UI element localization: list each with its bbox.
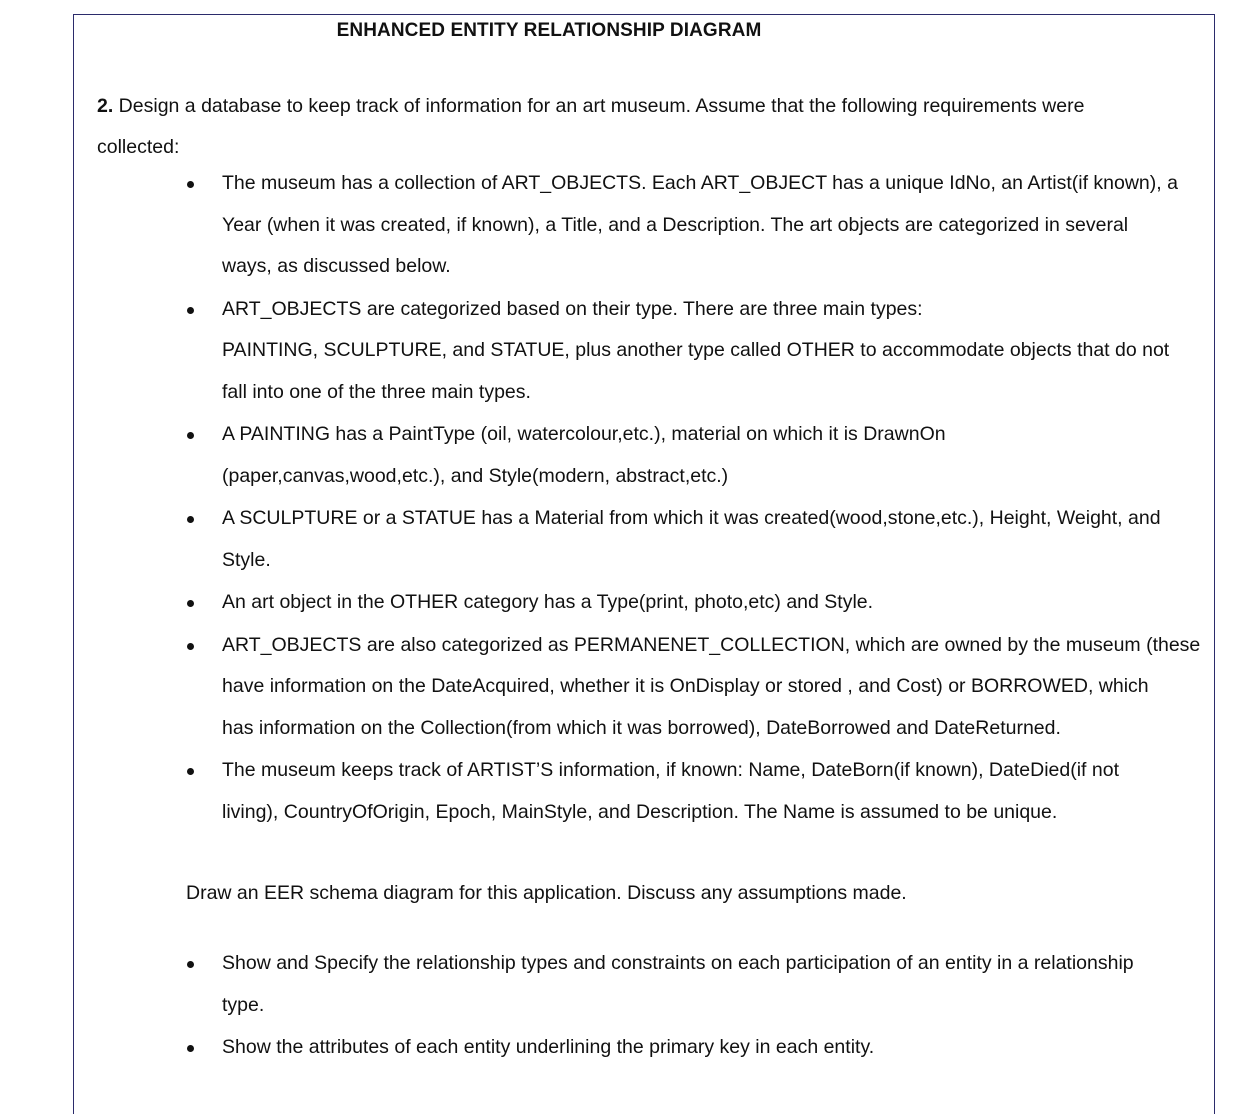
requirements-list [74,163,1216,834]
bullet-icon [187,643,194,650]
tasks-list [74,943,1216,1070]
list-item-line: PAINTING, SCULPTURE, and STATUE, plus another type called OTHER to accommodate objects that do not [222,339,1170,361]
list-item-line: Year (when it was created, if known), a Title, and a Description. The art objects are categorized in several [222,213,1129,236]
list-item [74,289,1216,414]
list-item-line: fall into one of the three main types. [222,380,531,403]
question-text-continued: collected: [97,136,180,158]
list-item-line: (paper,canvas,wood,etc.), and Style(modern, abstract,etc.) [222,464,729,487]
bullet-icon [187,516,194,523]
list-item [74,750,1216,833]
list-item [74,414,1216,497]
list-item [74,498,1216,581]
question-intro [97,86,1197,168]
list-item-line: has information on the Collection(from which it was borrowed), DateBorrowed and DateReturned. [222,716,1061,739]
instruction-text: Draw an EER schema diagram for this application. Discuss any assumptions made. [186,882,907,904]
bullet-icon [187,768,194,775]
list-item-line: An art object in the OTHER category has a Type(print, photo,etc) and Style. [222,591,874,613]
bullet-icon [187,600,194,607]
list-item-line: ART_OBJECTS are categorized based on their type. There are three main types: [222,297,923,320]
list-item-line: A SCULPTURE or a STATUE has a Material from which it was created(wood,stone,etc.), Height, Weight, and [222,507,1161,529]
list-item [74,163,1216,288]
bullet-icon [187,1045,194,1052]
list-item [74,943,1216,1026]
list-item-line: The museum keeps track of ARTIST’S information, if known: Name, DateBorn(if known), DateDied(if not [222,759,1119,781]
list-item [74,582,1216,624]
bullet-icon [187,181,194,188]
list-item-line: type. [222,993,265,1016]
list-item-line: A PAINTING has a PaintType (oil, watercolour,etc.), material on which it is DrawnOn [222,423,946,445]
list-item-line: Style. [222,548,271,571]
list-item-line: ways, as discussed below. [222,255,451,277]
question-text: Design a database to keep track of information for an art museum. Assume that the following requirements were [113,95,1085,117]
list-item-line: living), CountryOfOrigin, Epoch, MainStyle, and Description. The Name is assumed to be unique. [222,800,1058,823]
bullet-icon [187,307,194,314]
list-item-line: Show and Specify the relationship types and constraints on each participation of an entity in a relationship [222,952,1134,974]
list-item [74,1027,1216,1069]
list-item-line: Show the attributes of each entity underlining the primary key in each entity. [222,1036,875,1058]
question-number: 2. [97,95,114,117]
list-item-line: ART_OBJECTS are also categorized as PERMANENET_COLLECTION, which are owned by the museum (these [222,633,1201,656]
bullet-icon [187,961,194,968]
bullet-icon [187,432,194,439]
list-item-line: The museum has a collection of ART_OBJECTS. Each ART_OBJECT has a unique IdNo, an Artist(if known), a [222,172,1178,194]
document-title: ENHANCED ENTITY RELATIONSHIP DIAGRAM [336,20,762,41]
document-page [73,14,1215,1114]
list-item-line: have information on the DateAcquired, whether it is OnDisplay or stored , and Cost) or BORROWED, which [222,675,1149,697]
list-item [74,625,1216,750]
